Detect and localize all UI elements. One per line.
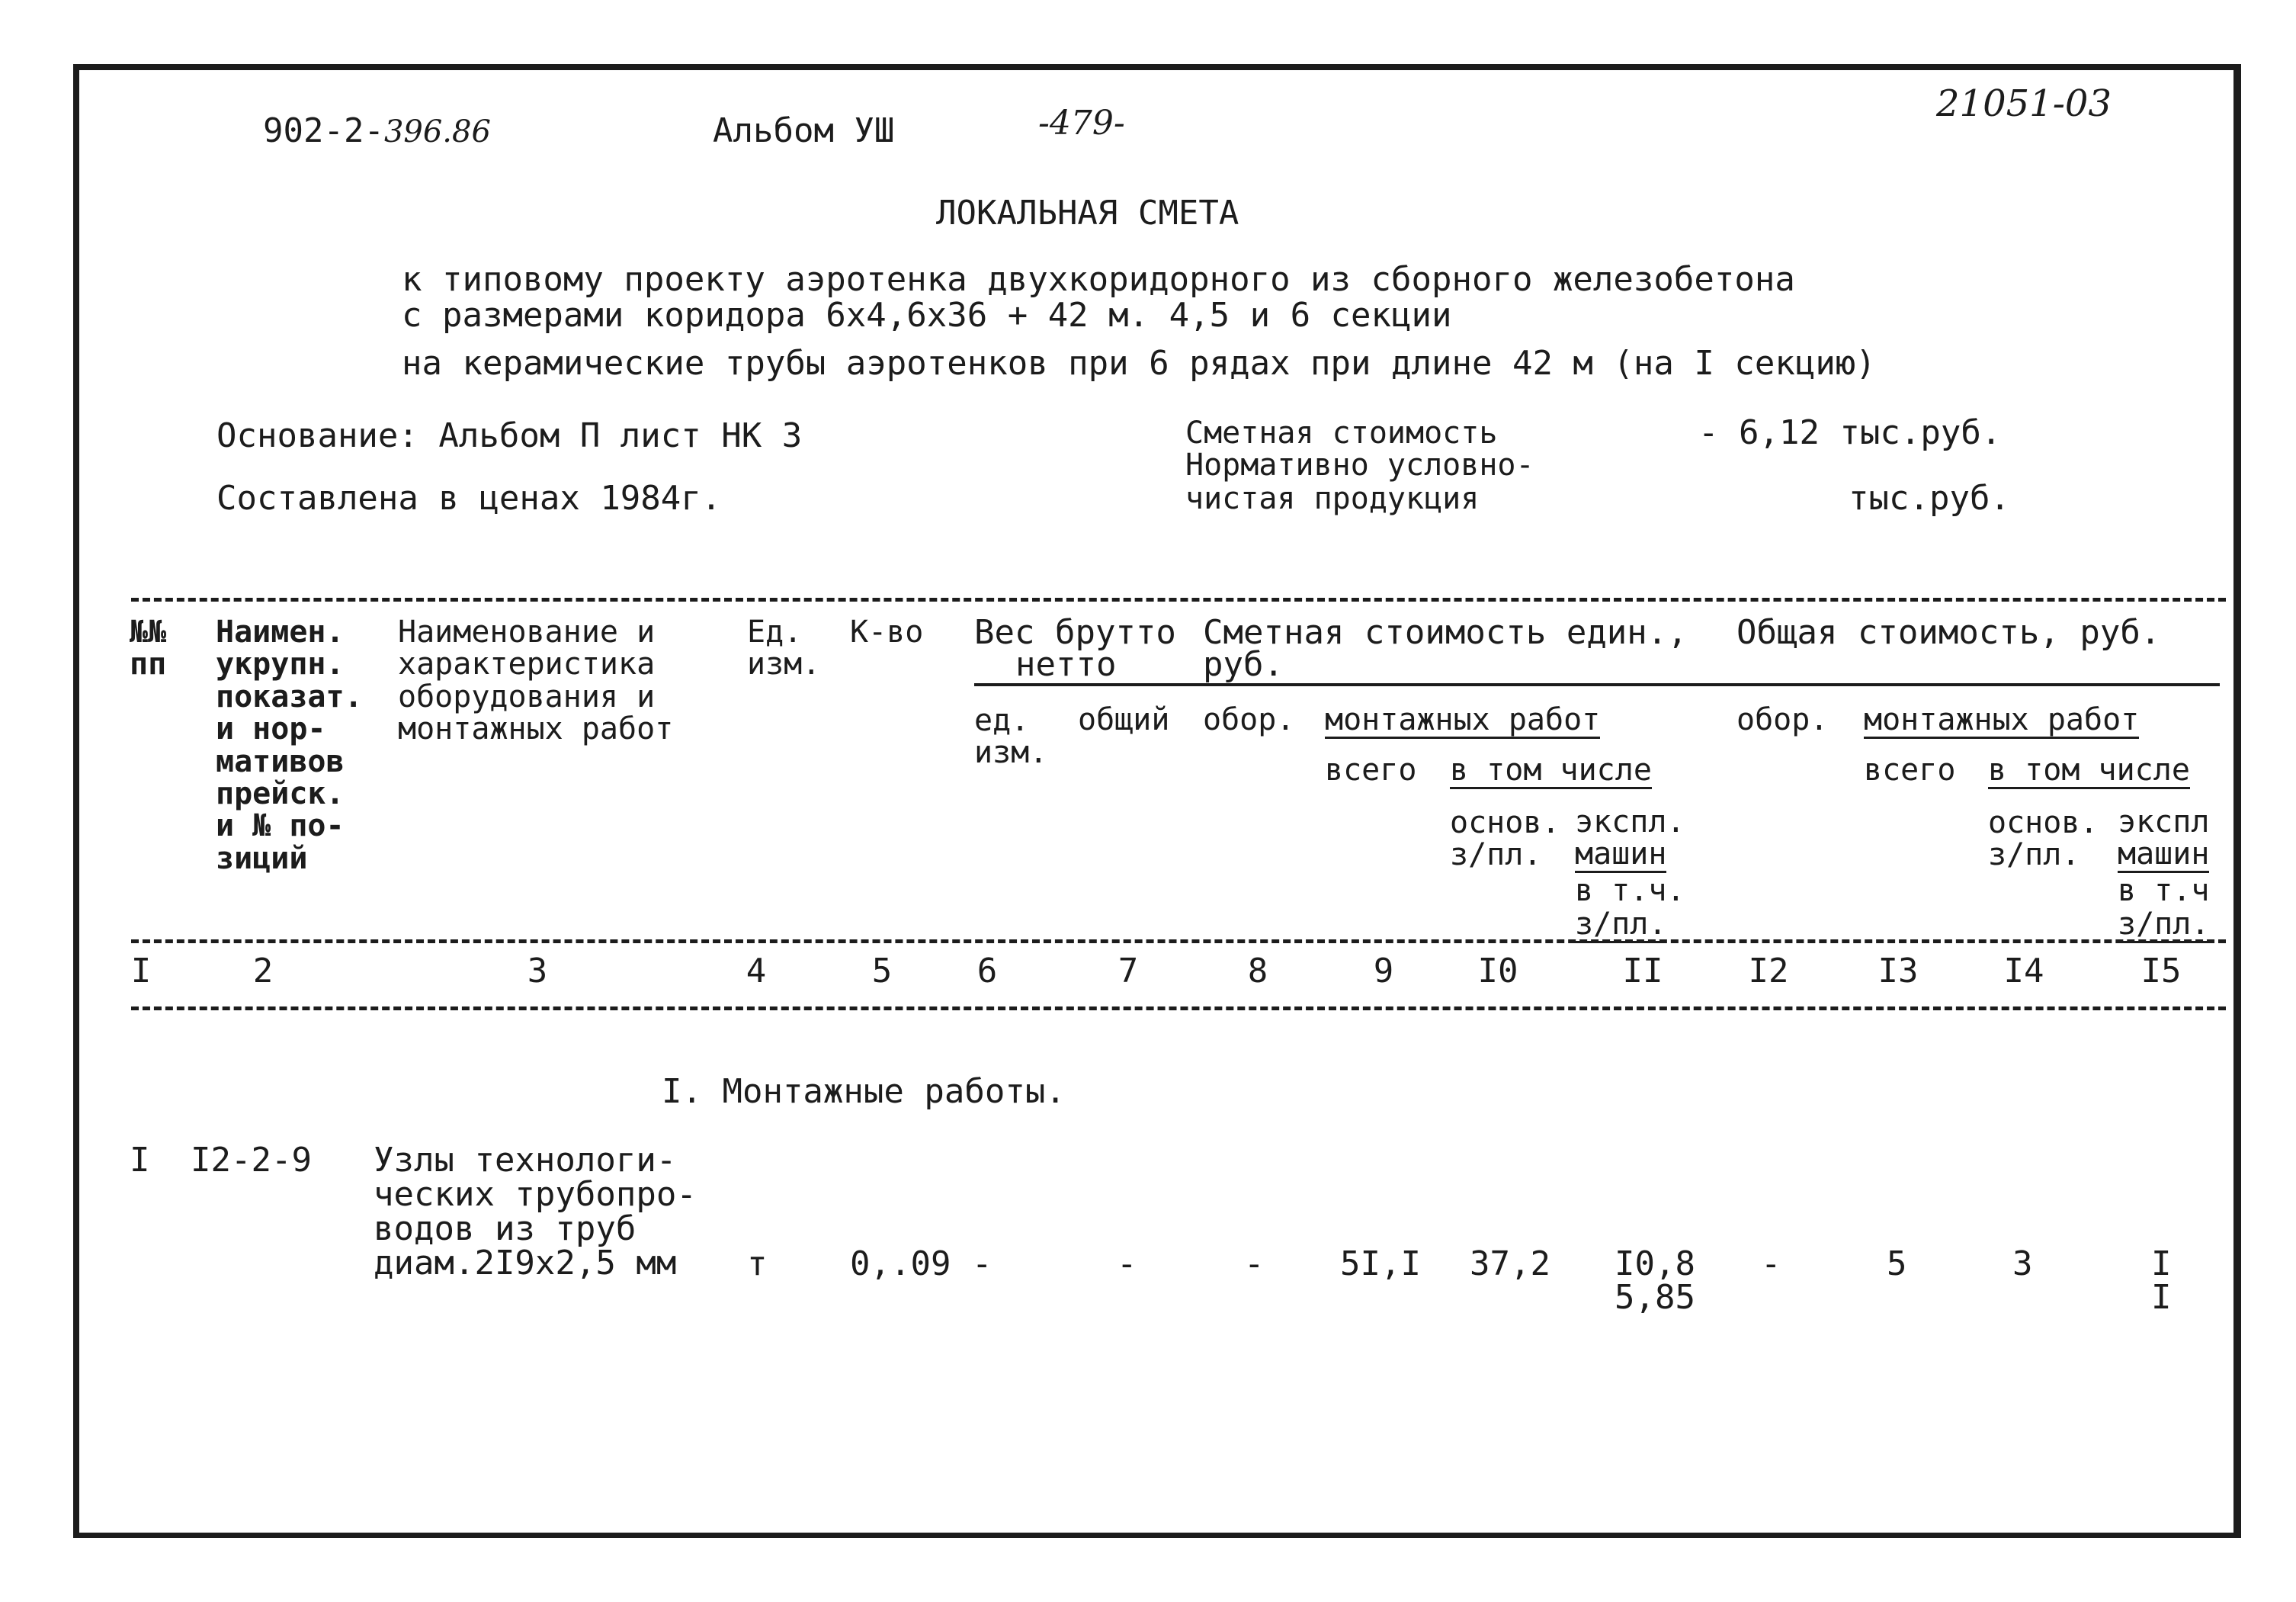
col-number-2: 2 bbox=[252, 952, 274, 990]
document-title: ЛОКАЛЬНАЯ СМЕТА bbox=[936, 194, 1239, 233]
header-unit-cost-equipment: обор. bbox=[1203, 702, 1295, 737]
header-unit-cost-base-wage: основ. з/пл. bbox=[1450, 805, 1560, 873]
header-unit-cost-machines-2: машин bbox=[1575, 836, 1667, 872]
header-unit-cost-installation: монтажных работ bbox=[1325, 702, 1601, 737]
subtitle-line-2: с размерами коридора 6х4,6х36 + 42 м. 4,5 и 6 секции bbox=[402, 296, 1452, 335]
estimated-cost-label: Сметная стоимость bbox=[1185, 416, 1498, 451]
row-total-equipment: - bbox=[1761, 1244, 1781, 1283]
col-number-5: 5 bbox=[871, 952, 893, 990]
col-number-12: I2 bbox=[1748, 952, 1789, 990]
col-number-1: I bbox=[130, 952, 152, 990]
subtitle-line-1: к типовому проекту аэротенка двухкоридорного из сборного железобетона bbox=[402, 260, 1795, 299]
col-number-3: 3 bbox=[527, 952, 548, 990]
row-total-machines-wage: I bbox=[2151, 1278, 2172, 1317]
normative-product-label-1: Нормативно условно- bbox=[1185, 448, 1534, 483]
col-number-4: 4 bbox=[746, 952, 767, 990]
header-unit-cost-machines: экспл. bbox=[1575, 804, 1685, 840]
header-total-cost-including: в том числе bbox=[1988, 753, 2190, 788]
header-unit-cost-including: в том числе bbox=[1450, 753, 1652, 788]
col-number-8: 8 bbox=[1247, 952, 1268, 990]
row-unit-machines: I0,8 bbox=[1615, 1244, 1695, 1283]
header-col-1: №№ пп bbox=[130, 615, 167, 682]
col-number-7: 7 bbox=[1118, 952, 1139, 990]
row-weight-unit: - bbox=[972, 1244, 992, 1283]
row-unit-base-wage: 37,2 bbox=[1470, 1244, 1550, 1283]
project-code-printed: 902-2- bbox=[263, 111, 384, 150]
header-bottom-divider bbox=[131, 939, 2226, 943]
header-total-cost-equipment: обор. bbox=[1736, 702, 1829, 737]
header-col-3: Наименование и характеристика оборудования и монтажных работ bbox=[398, 615, 674, 747]
row-unit: т bbox=[747, 1244, 768, 1283]
row-unit-equipment: - bbox=[1244, 1244, 1265, 1283]
row-total-installation: 5 bbox=[1887, 1244, 1907, 1283]
col-number-11: II bbox=[1622, 952, 1663, 990]
row-norm-code: I2-2-9 bbox=[191, 1141, 312, 1180]
header-col-4: Ед. изм. bbox=[747, 615, 821, 682]
subtitle-line-3: на керамические трубы аэротенков при 6 рядах при длине 42 м (на I секцию) bbox=[402, 344, 1876, 383]
normative-product-value: тыс.руб. bbox=[1849, 479, 2010, 518]
prices-year-label: Составлена в ценах 1984г. bbox=[216, 479, 722, 518]
row-description: Узлы технологи- ческих трубопро- водов из труб диам.2I9х2,5 мм bbox=[374, 1141, 697, 1283]
project-code-handwritten: 396.86 bbox=[383, 114, 491, 149]
header-total-cost-total: всего bbox=[1864, 753, 1956, 788]
row-unit-installation-total: 5I,I bbox=[1340, 1244, 1421, 1283]
header-total-cost: Общая стоимость, руб. bbox=[1736, 613, 2161, 652]
col-number-13: I3 bbox=[1878, 952, 1919, 990]
header-total-cost-wage: з/пл. bbox=[2118, 907, 2210, 942]
row-total-machines: I bbox=[2151, 1244, 2172, 1283]
header-weight-unit: ед. изм. bbox=[974, 703, 1048, 771]
project-code bbox=[263, 111, 491, 150]
header-weight: Вес брутто bbox=[974, 613, 1176, 652]
col-number-6: 6 bbox=[976, 952, 998, 990]
normative-product-label-2: чистая продукция bbox=[1185, 481, 1480, 516]
header-total-cost-base-wage: основ. з/пл. bbox=[1988, 805, 2099, 873]
col-number-14: I4 bbox=[2003, 952, 2044, 990]
header-unit-cost-total: всего bbox=[1325, 753, 1417, 788]
col-number-15: I5 bbox=[2140, 952, 2182, 990]
row-weight-total: - bbox=[1117, 1244, 1137, 1283]
row-total-base-wage: 3 bbox=[2012, 1244, 2033, 1283]
header-total-cost-machines: экспл bbox=[2118, 804, 2210, 840]
header-group-underline bbox=[974, 683, 2220, 686]
album-label: Альбом УШ bbox=[713, 111, 895, 150]
header-total-cost-installation: монтажных работ bbox=[1864, 702, 2140, 737]
estimated-cost-value: - 6,12 тыс.руб. bbox=[1698, 413, 2002, 452]
header-unit-cost: Сметная стоимость един., bbox=[1203, 613, 1688, 652]
col-number-9: 9 bbox=[1373, 952, 1394, 990]
row-quantity: 0,.09 bbox=[850, 1244, 951, 1283]
row-unit-machines-wage: 5,85 bbox=[1615, 1278, 1695, 1317]
header-weight-net: нетто bbox=[1015, 645, 1117, 684]
basis-label: Основание: Альбом П лист НК 3 bbox=[216, 416, 803, 455]
header-unit-cost-rub: руб. bbox=[1203, 645, 1284, 684]
header-total-cost-incl-wage: в т.ч bbox=[2118, 873, 2210, 908]
document-id: 21051-03 bbox=[1936, 82, 2112, 125]
header-weight-total: общий bbox=[1078, 702, 1170, 737]
section-title: I. Монтажные работы. bbox=[662, 1072, 1066, 1111]
header-col-2: Наимен. укрупн. показат. и нор- мативов прейск. и № по- зиций bbox=[216, 615, 363, 876]
col-number-10: I0 bbox=[1477, 952, 1518, 990]
page-number: -479- bbox=[1038, 104, 1125, 143]
column-numbers-divider bbox=[131, 1006, 2226, 1010]
table-top-divider bbox=[131, 598, 2226, 602]
header-unit-cost-wage: з/пл. bbox=[1575, 907, 1667, 942]
row-number: I bbox=[130, 1141, 150, 1180]
header-unit-cost-incl-wage: в т.ч. bbox=[1575, 873, 1685, 908]
header-total-cost-machines-2: машин bbox=[2118, 836, 2210, 872]
header-col-5: К-во bbox=[850, 615, 924, 650]
